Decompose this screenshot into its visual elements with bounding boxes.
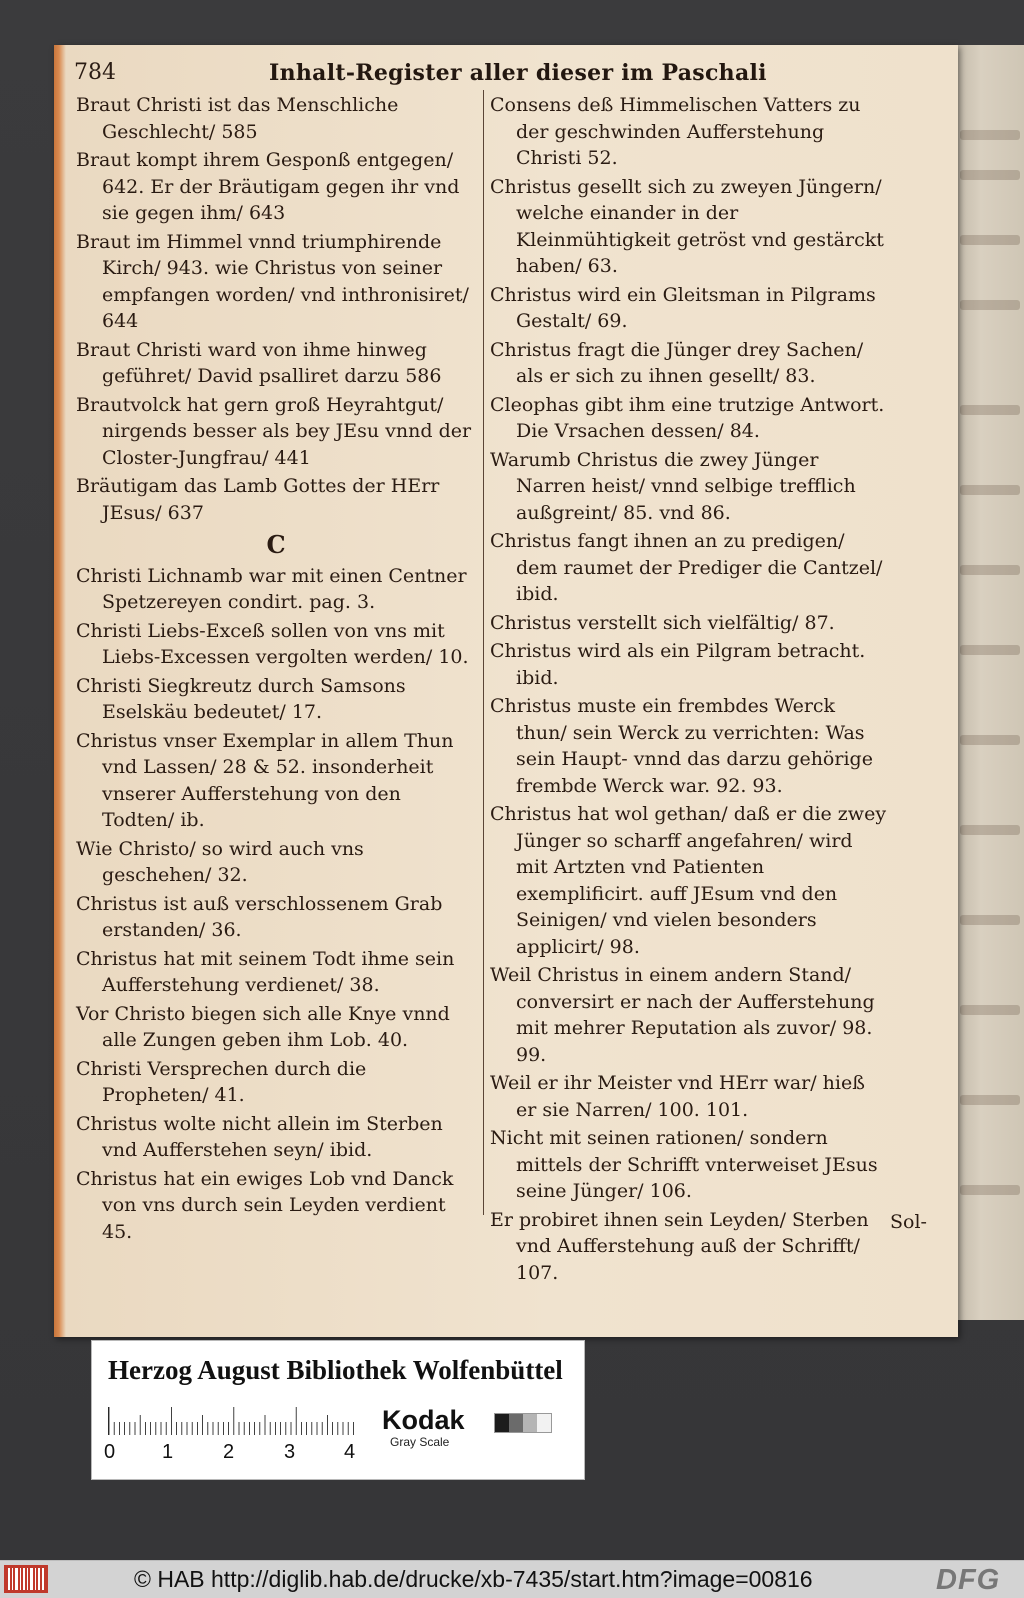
index-entry: Christus wird ein Gleitsman in Pilgrams Gestalt/ 69. bbox=[490, 283, 876, 332]
library-title: Herzog August Bibliothek Wolfenbüttel bbox=[108, 1355, 563, 1385]
index-entry: Cleophas gibt ihm eine trutzige Antwort. Die Vrsachen dessen/ 84. bbox=[490, 393, 885, 442]
gray-scale-label: Gray Scale bbox=[390, 1435, 450, 1449]
index-entry: Christus gesellt sich zu zweyen Jüngern/ welche einander in der Kleinmühtigkeit getröst vnd gestärckt haben/ 63. bbox=[490, 175, 884, 277]
ruler-label: 1 bbox=[162, 1441, 174, 1463]
catchword: Sol- bbox=[890, 1211, 927, 1233]
index-column-left bbox=[76, 92, 476, 1247]
bleed-through-line bbox=[960, 485, 1020, 495]
copyright-url[interactable]: © HAB http://diglib.hab.de/drucke/xb-7435/start.htm?image=00816 bbox=[134, 1566, 813, 1592]
running-title: Inhalt-Register aller dieser im Paschali bbox=[269, 60, 767, 86]
index-entry: Bräutigam das Lamb Gottes der HErr JEsus/ 637 bbox=[76, 475, 440, 524]
gray-swatch bbox=[495, 1414, 509, 1432]
gray-swatch bbox=[523, 1414, 537, 1432]
bleed-through-line bbox=[960, 645, 1020, 655]
index-entry: Brautvolck hat gern groß Heyrahtgut/ nirgends besser als bey JEsu vnnd der Closter-Jungfrau/ 441 bbox=[76, 393, 472, 469]
ruler-label: 4 bbox=[344, 1441, 356, 1463]
index-entry: Wie Christo/ so wird auch vns geschehen/ 32. bbox=[76, 837, 364, 886]
page-header bbox=[74, 60, 884, 90]
index-entry: Weil er ihr Meister vnd HErr war/ hieß er sie Narren/ 100. 101. bbox=[490, 1072, 865, 1121]
index-entry: Christus ist auß verschlossenem Grab erstanden/ 36. bbox=[76, 892, 443, 941]
bleed-through-line bbox=[960, 735, 1020, 745]
bleed-through-line bbox=[960, 1095, 1020, 1105]
bleed-through-line bbox=[960, 130, 1020, 140]
index-entry: Vor Christo biegen sich alle Knye vnnd alle Zungen geben ihm Lob. 40. bbox=[76, 1002, 450, 1051]
index-entry: Warumb Christus die zwey Jünger Narren heist/ vnnd selbige trefflich außgreint/ 85. vnd 86. bbox=[490, 448, 856, 524]
index-entry: Braut Christi ward von ihme hinweg geführet/ David psalliret darzu 586 bbox=[76, 338, 442, 387]
index-entry: Christus hat ein ewiges Lob vnd Danck von vns durch sein Leyden verdient 45. bbox=[76, 1167, 454, 1243]
viewer-footer bbox=[0, 1560, 1024, 1598]
gray-swatch bbox=[537, 1414, 551, 1432]
index-entry: Christus wolte nicht allein im Sterben vnd Aufferstehen seyn/ ibid. bbox=[76, 1112, 443, 1161]
gray-swatch bbox=[509, 1414, 523, 1432]
entries-b bbox=[76, 92, 476, 526]
index-entry: Christus fangt ihnen an zu predigen/ dem raumet der Prediger die Cantzel/ ibid. bbox=[490, 530, 883, 605]
adjacent-page-edge bbox=[952, 45, 1024, 1320]
index-entry: Consens deß Himmelischen Vatters zu der geschwinden Aufferstehung Christi 52. bbox=[490, 94, 861, 169]
column-divider bbox=[483, 90, 484, 1215]
index-entry: Christi Siegkreutz durch Samsons Eselskäu bedeutet/ 17. bbox=[76, 674, 406, 723]
index-entry: Christus verstellt sich vielfältig/ 87. bbox=[490, 611, 835, 634]
ruler-label: 0 bbox=[104, 1441, 116, 1463]
index-entry: Christus vnser Exemplar in allem Thun vnd Lassen/ 28 & 52. insonderheit vnserer Aufferstehung von den Todten/ ib. bbox=[76, 729, 454, 831]
bleed-through-line bbox=[960, 915, 1020, 925]
bleed-through-line bbox=[960, 170, 1020, 180]
index-entry: Nicht mit seinen rationen/ sondern mittels der Schrifft vnterweiset JEsus seine Jünger/ 106. bbox=[490, 1127, 878, 1202]
ruler-label: 2 bbox=[223, 1441, 235, 1463]
index-entry: Christus hat mit seinem Todt ihme sein Aufferstehung verdienet/ 38. bbox=[76, 947, 455, 996]
entries-c bbox=[76, 563, 476, 1246]
barcode-icon bbox=[4, 1565, 48, 1593]
dfg-logo: DFG bbox=[936, 1564, 1001, 1596]
index-entry: Braut kompt ihrem Gesponß entgegen/ 642. Er der Bräutigam gegen ihr vnd sie gegen ihm/ 643 bbox=[76, 149, 460, 224]
color-reference-card bbox=[91, 1340, 585, 1480]
bleed-through-line bbox=[960, 825, 1020, 835]
bleed-through-line bbox=[960, 1005, 1020, 1015]
index-entry: Christus hat wol gethan/ daß er die zwey Jünger so scharff angefahren/ wird mit Artzten vnd Patienten exemplificirt. auff JEsum vnd den Seinigen/ vnd vielen besonders applicirt/ 98. bbox=[490, 803, 887, 958]
index-entry: Braut Christi ist das Menschliche Geschlecht/ 585 bbox=[76, 94, 399, 143]
index-entry: Er probiret ihnen sein Leyden/ Sterben vnd Aufferstehung auß der Schrifft/ 107. bbox=[490, 1208, 869, 1284]
bleed-through-line bbox=[960, 405, 1020, 415]
entries-c-continued bbox=[490, 92, 890, 1286]
index-entry: Christus muste ein frembdes Werck thun/ sein Werck zu verrichten: Was sein Haupt- vnnd das darzu gehörige frembde Werck war. 92. 93. bbox=[490, 695, 873, 797]
index-entry: Christi Lichnamb war mit einen Centner Spetzereyen condirt. pag. 3. bbox=[76, 564, 467, 613]
section-letter: C bbox=[266, 530, 286, 559]
page-number: 784 bbox=[74, 60, 116, 85]
ruler-label: 3 bbox=[284, 1441, 296, 1463]
index-column-right bbox=[490, 92, 890, 1288]
kodak-logo: Kodak bbox=[382, 1405, 465, 1435]
index-entry: Braut im Himmel vnnd triumphirende Kirch/ 943. wie Christus von seiner empfangen worden/ vnd inthronisiret/ 644 bbox=[76, 230, 469, 332]
bleed-through-line bbox=[960, 565, 1020, 575]
index-entry: Christi Versprechen durch die Propheten/ 41. bbox=[76, 1057, 367, 1106]
index-entry: Weil Christus in einem andern Stand/ conversirt er nach der Aufferstehung mit mehrer Reputation als zuvor/ 98. 99. bbox=[490, 964, 875, 1066]
bleed-through-line bbox=[960, 1185, 1020, 1195]
bleed-through-line bbox=[960, 300, 1020, 310]
index-entry: Christus fragt die Jünger drey Sachen/ als er sich zu ihnen gesellt/ 83. bbox=[490, 338, 864, 387]
index-entry: Christus wird als ein Pilgram betracht. ibid. bbox=[490, 640, 866, 689]
index-entry: Christi Liebs-Exceß sollen von vns mit Liebs-Excessen vergolten werden/ 10. bbox=[76, 619, 469, 668]
gray-scale-swatches bbox=[494, 1413, 552, 1433]
bleed-through-line bbox=[960, 235, 1020, 245]
